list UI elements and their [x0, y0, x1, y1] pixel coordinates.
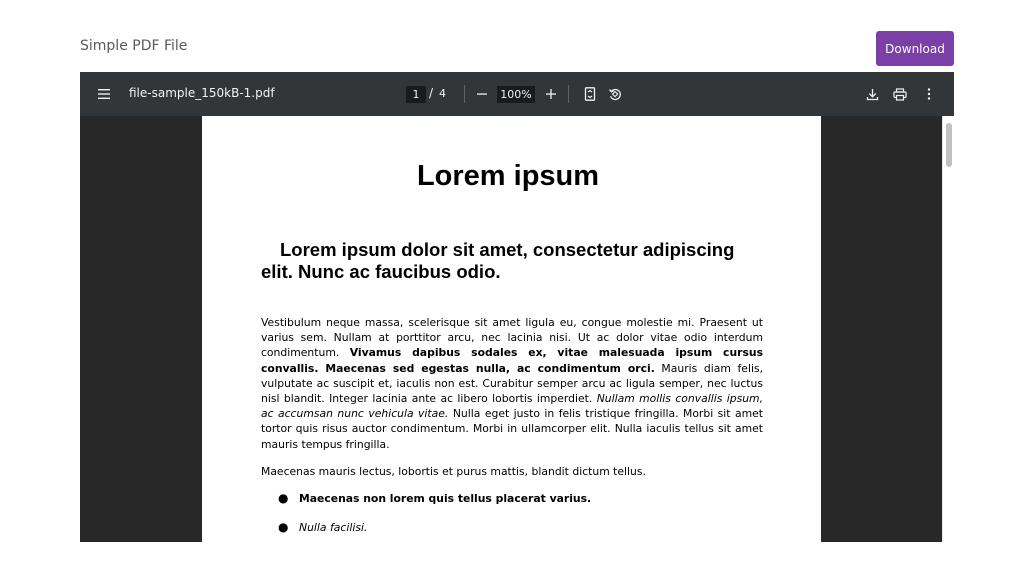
bullet-icon: ●	[278, 491, 289, 505]
paragraph-text: Nulla eget justo in felis tristique fringilla. Morbi sit amet tortor quis risus auctor condimentum. Morbi in ullamcorper elit. Nulla iaculis tellus sit amet mauris tempus fringilla.	[261, 407, 763, 451]
bullet-icon: ●	[278, 520, 289, 534]
document-subtitle: Lorem ipsum dolor sit amet, consectetur adipiscing elit. Nunc ac faucibus odio.	[261, 239, 735, 282]
toolbar-divider	[464, 85, 465, 103]
zoom-level-input[interactable]: 100%	[497, 86, 535, 103]
paragraph-bold-text: Vivamus dapibus sodales ex, vitae malesuada ipsum cursus convallis. Maecenas sed egestas nulla, ac condimentum orci.	[261, 346, 763, 375]
paragraph-italic-text: Nullam mollis convallis ipsum, ac accumsan nunc vehicula vitae.	[261, 392, 763, 421]
toolbar-divider	[568, 85, 569, 103]
minus-icon[interactable]	[473, 85, 491, 103]
document-area[interactable]	[80, 116, 942, 542]
page-total: 4	[439, 87, 446, 100]
list-item-text: Maecenas non lorem quis tellus placerat varius.	[299, 492, 592, 505]
page-title: Simple PDF File	[80, 38, 188, 54]
document-title: Lorem ipsum	[416, 160, 600, 192]
plus-icon[interactable]	[542, 85, 560, 103]
page-number-input[interactable]: 1	[406, 86, 426, 103]
hamburger-menu-icon[interactable]	[94, 84, 114, 104]
document-paragraph	[261, 315, 763, 452]
list-item-text: Nulla facilisi.	[299, 521, 368, 534]
download-icon[interactable]	[863, 85, 881, 103]
download-button[interactable]: Download	[876, 31, 954, 66]
paragraph-text: Vestibulum neque massa, scelerisque sit amet ligula eu, congue molestie mi. Praesent ut varius sem. Nullam at porttitor arcu, nec lacinia nisi. Ut ac dolor vitae odio interdum condimentum.	[261, 316, 763, 360]
more-vertical-icon[interactable]	[920, 85, 938, 103]
scrollbar-thumb[interactable]	[946, 123, 952, 167]
page-separator: /	[429, 86, 434, 100]
paragraph-text: Mauris diam felis, vulputate ac suscipit et, iaculis non est. Curabitur semper arcu ac ligula semper, nec luctus nisl blandit. Integer lacinia ante ac libero lobortis imperdiet.	[261, 361, 764, 406]
print-icon[interactable]	[891, 85, 909, 103]
pdf-page	[202, 116, 821, 542]
vertical-scrollbar[interactable]	[942, 116, 954, 542]
fit-page-icon[interactable]	[581, 85, 599, 103]
pdf-toolbar	[80, 72, 954, 116]
pdf-viewer	[80, 72, 954, 542]
file-name: file-sample_150kB-1.pdf	[129, 86, 275, 100]
rotate-icon[interactable]	[606, 85, 624, 103]
document-paragraph: Maecenas mauris lectus, lobortis et purus mattis, blandit dictum tellus.	[261, 465, 646, 478]
